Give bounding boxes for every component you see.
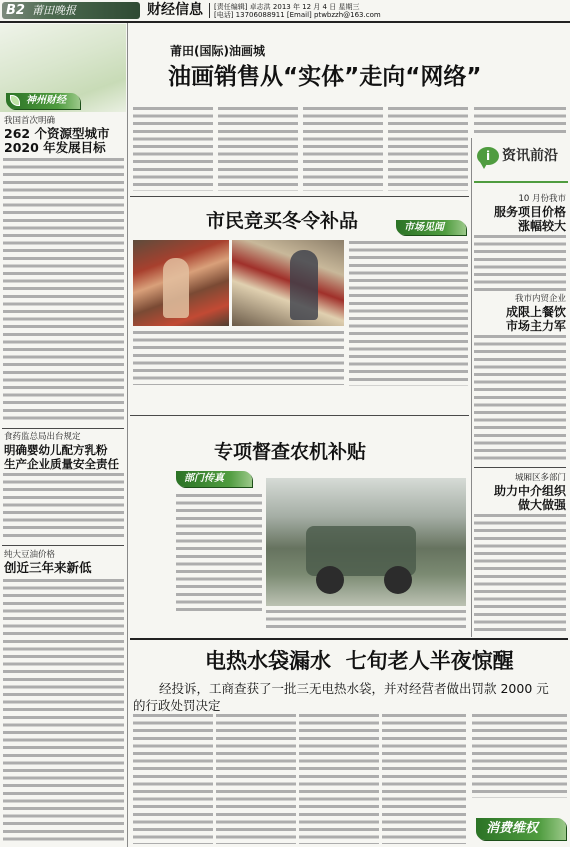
body-text-lines [388,107,468,191]
lead-kicker: 莆田(国际)油画城 [170,44,265,58]
story-kicker: 城厢区多部门 [514,473,566,483]
body-text-lines [303,107,383,191]
consumer-dek: 经投诉，工商查获了一批三无电热水袋，并对经营者做出罚款 2000 元的行政处罚决定 [133,681,549,713]
body-text-lines [176,494,262,614]
person-silhouette [290,250,318,320]
story-headline: 涨幅较大 [517,219,566,233]
body-text-lines [474,235,566,291]
info-bubble-tail [480,162,488,169]
consumer-tag: 消费维权 [476,818,566,840]
header-rule [0,21,570,23]
story-headline: 明确婴幼儿配方乳粉 [4,443,108,457]
story-headline: 助力中介组织 [493,484,566,498]
story-headline: 市场主力军 [505,319,566,333]
story-headline: 服务项目价格 [493,205,566,219]
story-kicker: 我市内贸企业 [514,294,566,304]
market-photo-1 [133,240,229,326]
agri-headline: 专项督查农机补贴 [214,441,367,463]
editor-line: [责任编辑] 卓志洪 2013 年 12 月 4 日 星期三 [214,3,360,11]
body-text-lines [216,714,296,844]
body-text-lines [349,241,468,386]
body-text-lines [472,714,567,798]
machinery-wheel [384,566,412,594]
story-kicker: 我国首次明确 [4,116,56,126]
story-divider [2,428,124,429]
column-divider [471,138,472,637]
story-divider [2,545,124,546]
story-headline: 创近三年来新低 [4,560,92,575]
body-text-lines [299,714,379,844]
section-ribbon-shenzhou [6,93,80,109]
section-title: 财经信息 [147,2,203,18]
body-text-lines [3,158,124,424]
contact-line: [电话] 13706088911 [Email] ptwbzzh@163.com [214,11,381,19]
body-text-lines [474,514,566,632]
story-divider [474,467,566,468]
body-text-lines [3,579,124,845]
info-bubble-icon: i [477,147,499,165]
story-headline: 生产企业质量安全责任 [4,457,119,471]
body-text-lines [3,473,124,541]
story-divider [130,638,568,640]
story-headline: 做大做强 [517,498,566,512]
body-text-lines [474,335,566,463]
body-text-lines [133,714,213,844]
story-headline: 262 个资源型城市 [4,126,110,141]
column-divider [127,23,128,847]
story-kicker: 纯大豆油价格 [4,550,56,560]
photo-caption-lines [266,610,466,628]
page-number: B2 [6,3,25,18]
header-separator [209,3,210,18]
story-divider [130,415,469,416]
story-divider [130,196,469,197]
market-tag: 市场见闻 [396,220,466,235]
story-headline: 成限上餐饮 [505,305,566,319]
section-ribbon-label: 神州财经 [26,95,66,106]
leaf-icon [10,95,20,106]
consumer-headline: 电热水袋漏水 七旬老人半夜惊醒 [205,649,514,673]
body-text-lines [382,714,466,844]
market-photo-2 [232,240,344,326]
lead-headline: 油画销售从“实体”走向“网络” [168,64,482,90]
body-text-lines [133,107,213,191]
market-headline: 市民竞买冬令补品 [206,210,359,232]
agri-tag: 部门传真 [176,471,252,487]
brand-label: 资讯前沿 [502,148,558,164]
story-headline: 2020 年发展目标 [4,140,106,155]
masthead-logo [2,2,140,19]
paper-name: 莆田晚报 [32,4,76,17]
agri-photo [266,478,466,606]
body-text-lines [218,107,298,191]
photo-caption-lines [133,331,344,385]
brand-box [474,141,568,183]
person-silhouette [163,258,189,318]
story-kicker: 10 月份我市 [518,194,566,204]
body-text-lines [474,107,566,137]
story-kicker: 食药监总局出台规定 [4,432,81,442]
machinery-wheel [316,566,344,594]
